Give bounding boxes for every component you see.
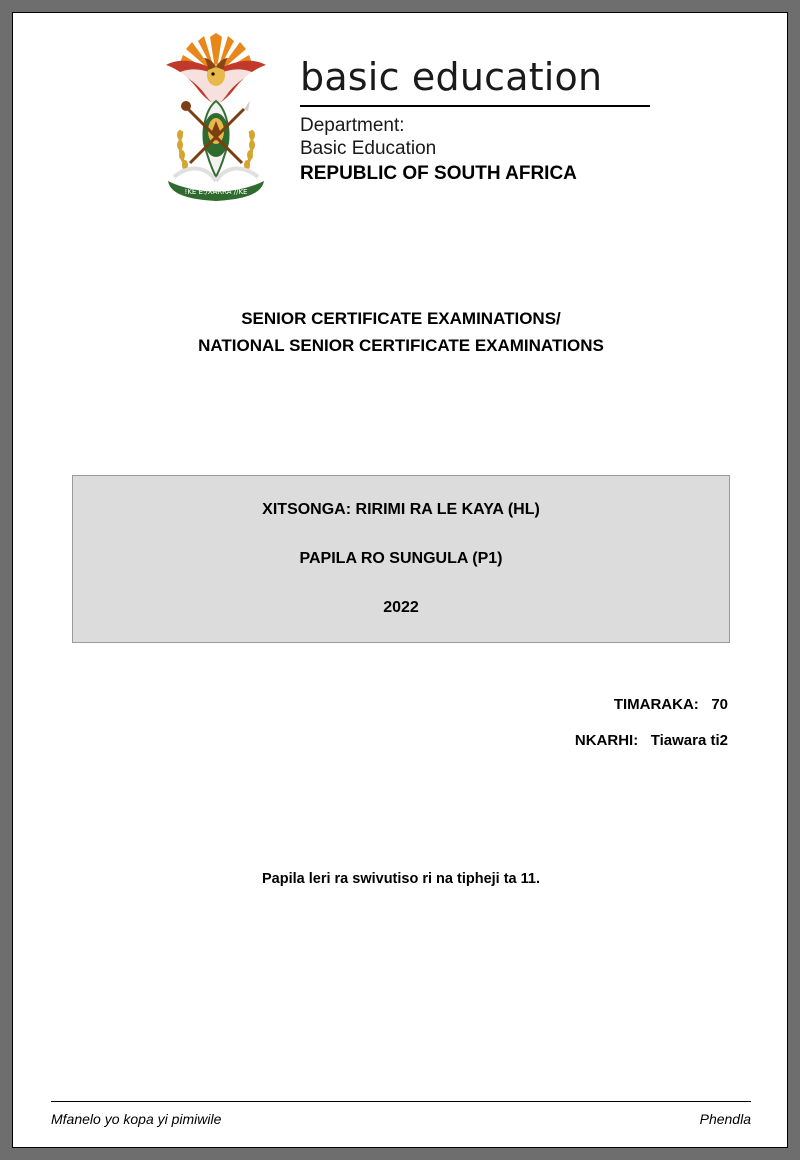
footer-divider [51, 1101, 751, 1102]
exam-meta [208, 687, 728, 759]
time-label: NKARHI: [574, 732, 639, 749]
footer-copyright: Mfanelo yo kopa yi pimiwile [51, 1111, 222, 1127]
basic-education-title: basic education [300, 55, 603, 99]
marks-label: TIMARAKA: [613, 696, 699, 713]
exam-title [13, 305, 788, 359]
paper-name: PAPILA RO SUNGULA (P1) [299, 550, 503, 567]
coat-of-arms-motto: !KE E:/XARRA //KE [184, 188, 248, 196]
exam-paper-page [12, 12, 788, 1148]
footer-turn-over: Phendla [699, 1111, 751, 1127]
department-label: Department: [300, 115, 405, 136]
marks-value: 70 [711, 696, 728, 713]
page-count-note: Papila leri ra swivutiso ri na tipheji ta 11. [261, 871, 541, 887]
subject-info-box [72, 475, 730, 643]
time-value: Tiawara ti2 [650, 732, 728, 749]
department-wordmark [300, 31, 650, 186]
time-row [208, 723, 728, 759]
subject-name: XITSONGA: RIRIMI RA LE KAYA (HL) [262, 501, 540, 518]
country-name: REPUBLIC OF SOUTH AFRICA [300, 163, 577, 184]
wordmark-divider [300, 105, 650, 107]
page-footer [51, 1111, 751, 1127]
marks-row [208, 687, 728, 723]
document-header [13, 31, 788, 209]
exam-title-line-1: SENIOR CERTIFICATE EXAMINATIONS/ [241, 309, 561, 328]
south-africa-coat-of-arms-icon [152, 31, 280, 209]
exam-title-line-2: NATIONAL SENIOR CERTIFICATE EXAMINATIONS [198, 336, 604, 355]
department-name: Basic Education [300, 138, 437, 159]
exam-year: 2022 [383, 599, 419, 616]
